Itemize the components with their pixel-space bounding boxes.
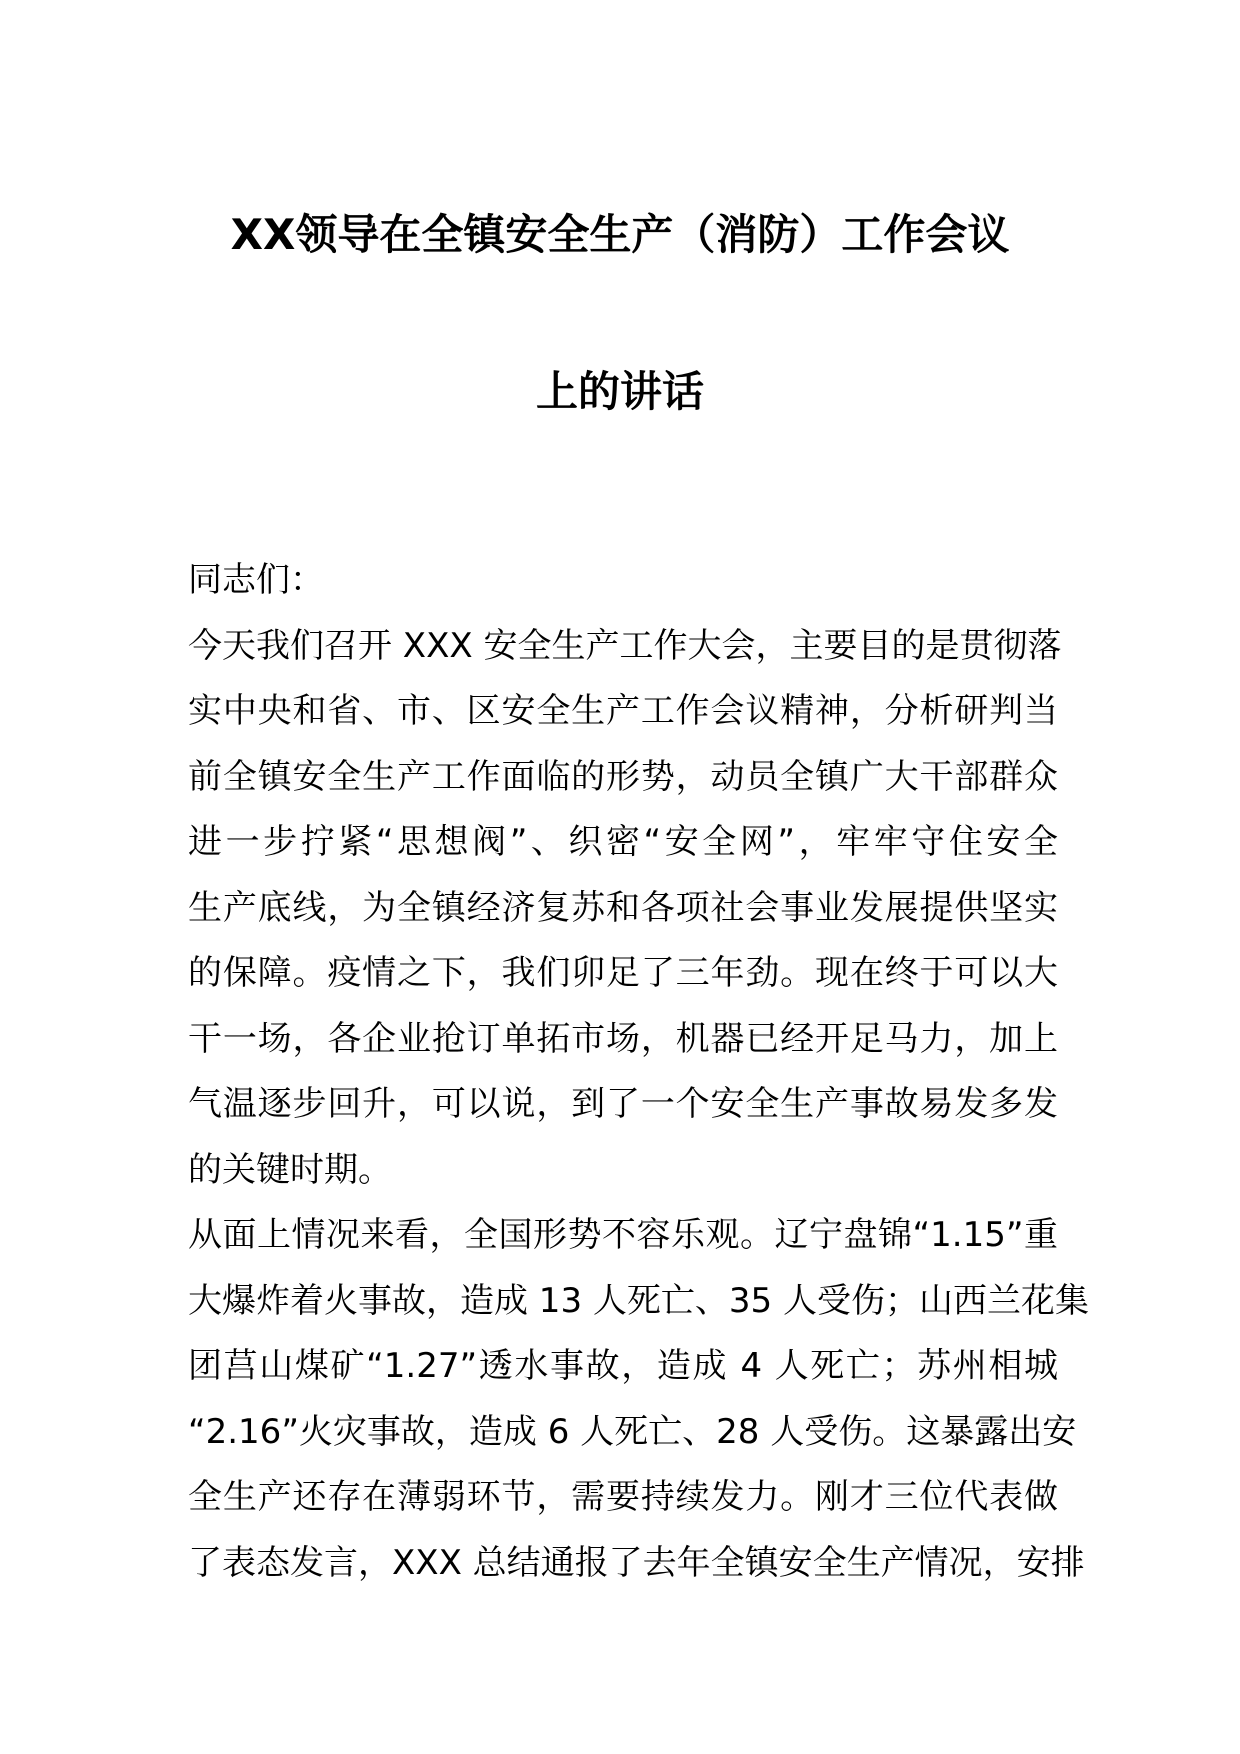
body-line: 大爆炸着火事故，造成 13 人死亡、35 人受伤；山西兰花集: [188, 1280, 1089, 1321]
document-body: [188, 548, 1089, 1596]
body-line: 进一步拧紧“思想阀”、织密“安全网”，牢牢守住安全: [188, 822, 1058, 862]
document-title-line-2: 上的讲话: [535, 367, 704, 416]
body-line: “2.16”火灾事故，造成 6 人死亡、28 人受伤。这暴露出安: [188, 1411, 1077, 1452]
body-line: 的保障。疫情之下，我们卯足了三年劲。现在终于可以大: [188, 953, 1058, 993]
body-line: 全生产还存在薄弱环节，需要持续发力。刚才三位代表做: [188, 1477, 1058, 1517]
body-line: 生产底线，为全镇经济复苏和各项社会事业发展提供坚实: [188, 887, 1058, 928]
body-line: 团莒山煤矿“1.27”透水事故，造成 4 人死亡；苏州相城: [188, 1346, 1058, 1386]
body-line: 前全镇安全生产工作面临的形势，动员全镇广大干部群众: [188, 756, 1058, 797]
body-line: 同志们：: [188, 560, 324, 600]
body-line: 从面上情况来看，全国形势不容乐观。辽宁盘锦“1.15”重: [188, 1215, 1058, 1255]
body-line: 的关键时期。: [188, 1149, 392, 1190]
document-title-line-1: XX领导在全镇安全生产（消防）工作会议: [230, 210, 1010, 259]
body-line: 实中央和省、市、区安全生产工作会议精神，分析研判当: [188, 691, 1058, 731]
body-line: 了表态发言，XXX 总结通报了去年全镇安全生产情况，安排: [188, 1542, 1085, 1583]
body-line: 气温逐步回升，可以说，到了一个安全生产事故易发多发: [188, 1084, 1058, 1124]
body-line: 干一场，各企业抢订单拓市场，机器已经开足马力，加上: [188, 1018, 1058, 1059]
body-line: 今天我们召开 XXX 安全生产工作大会，主要目的是贯彻落: [188, 625, 1062, 666]
